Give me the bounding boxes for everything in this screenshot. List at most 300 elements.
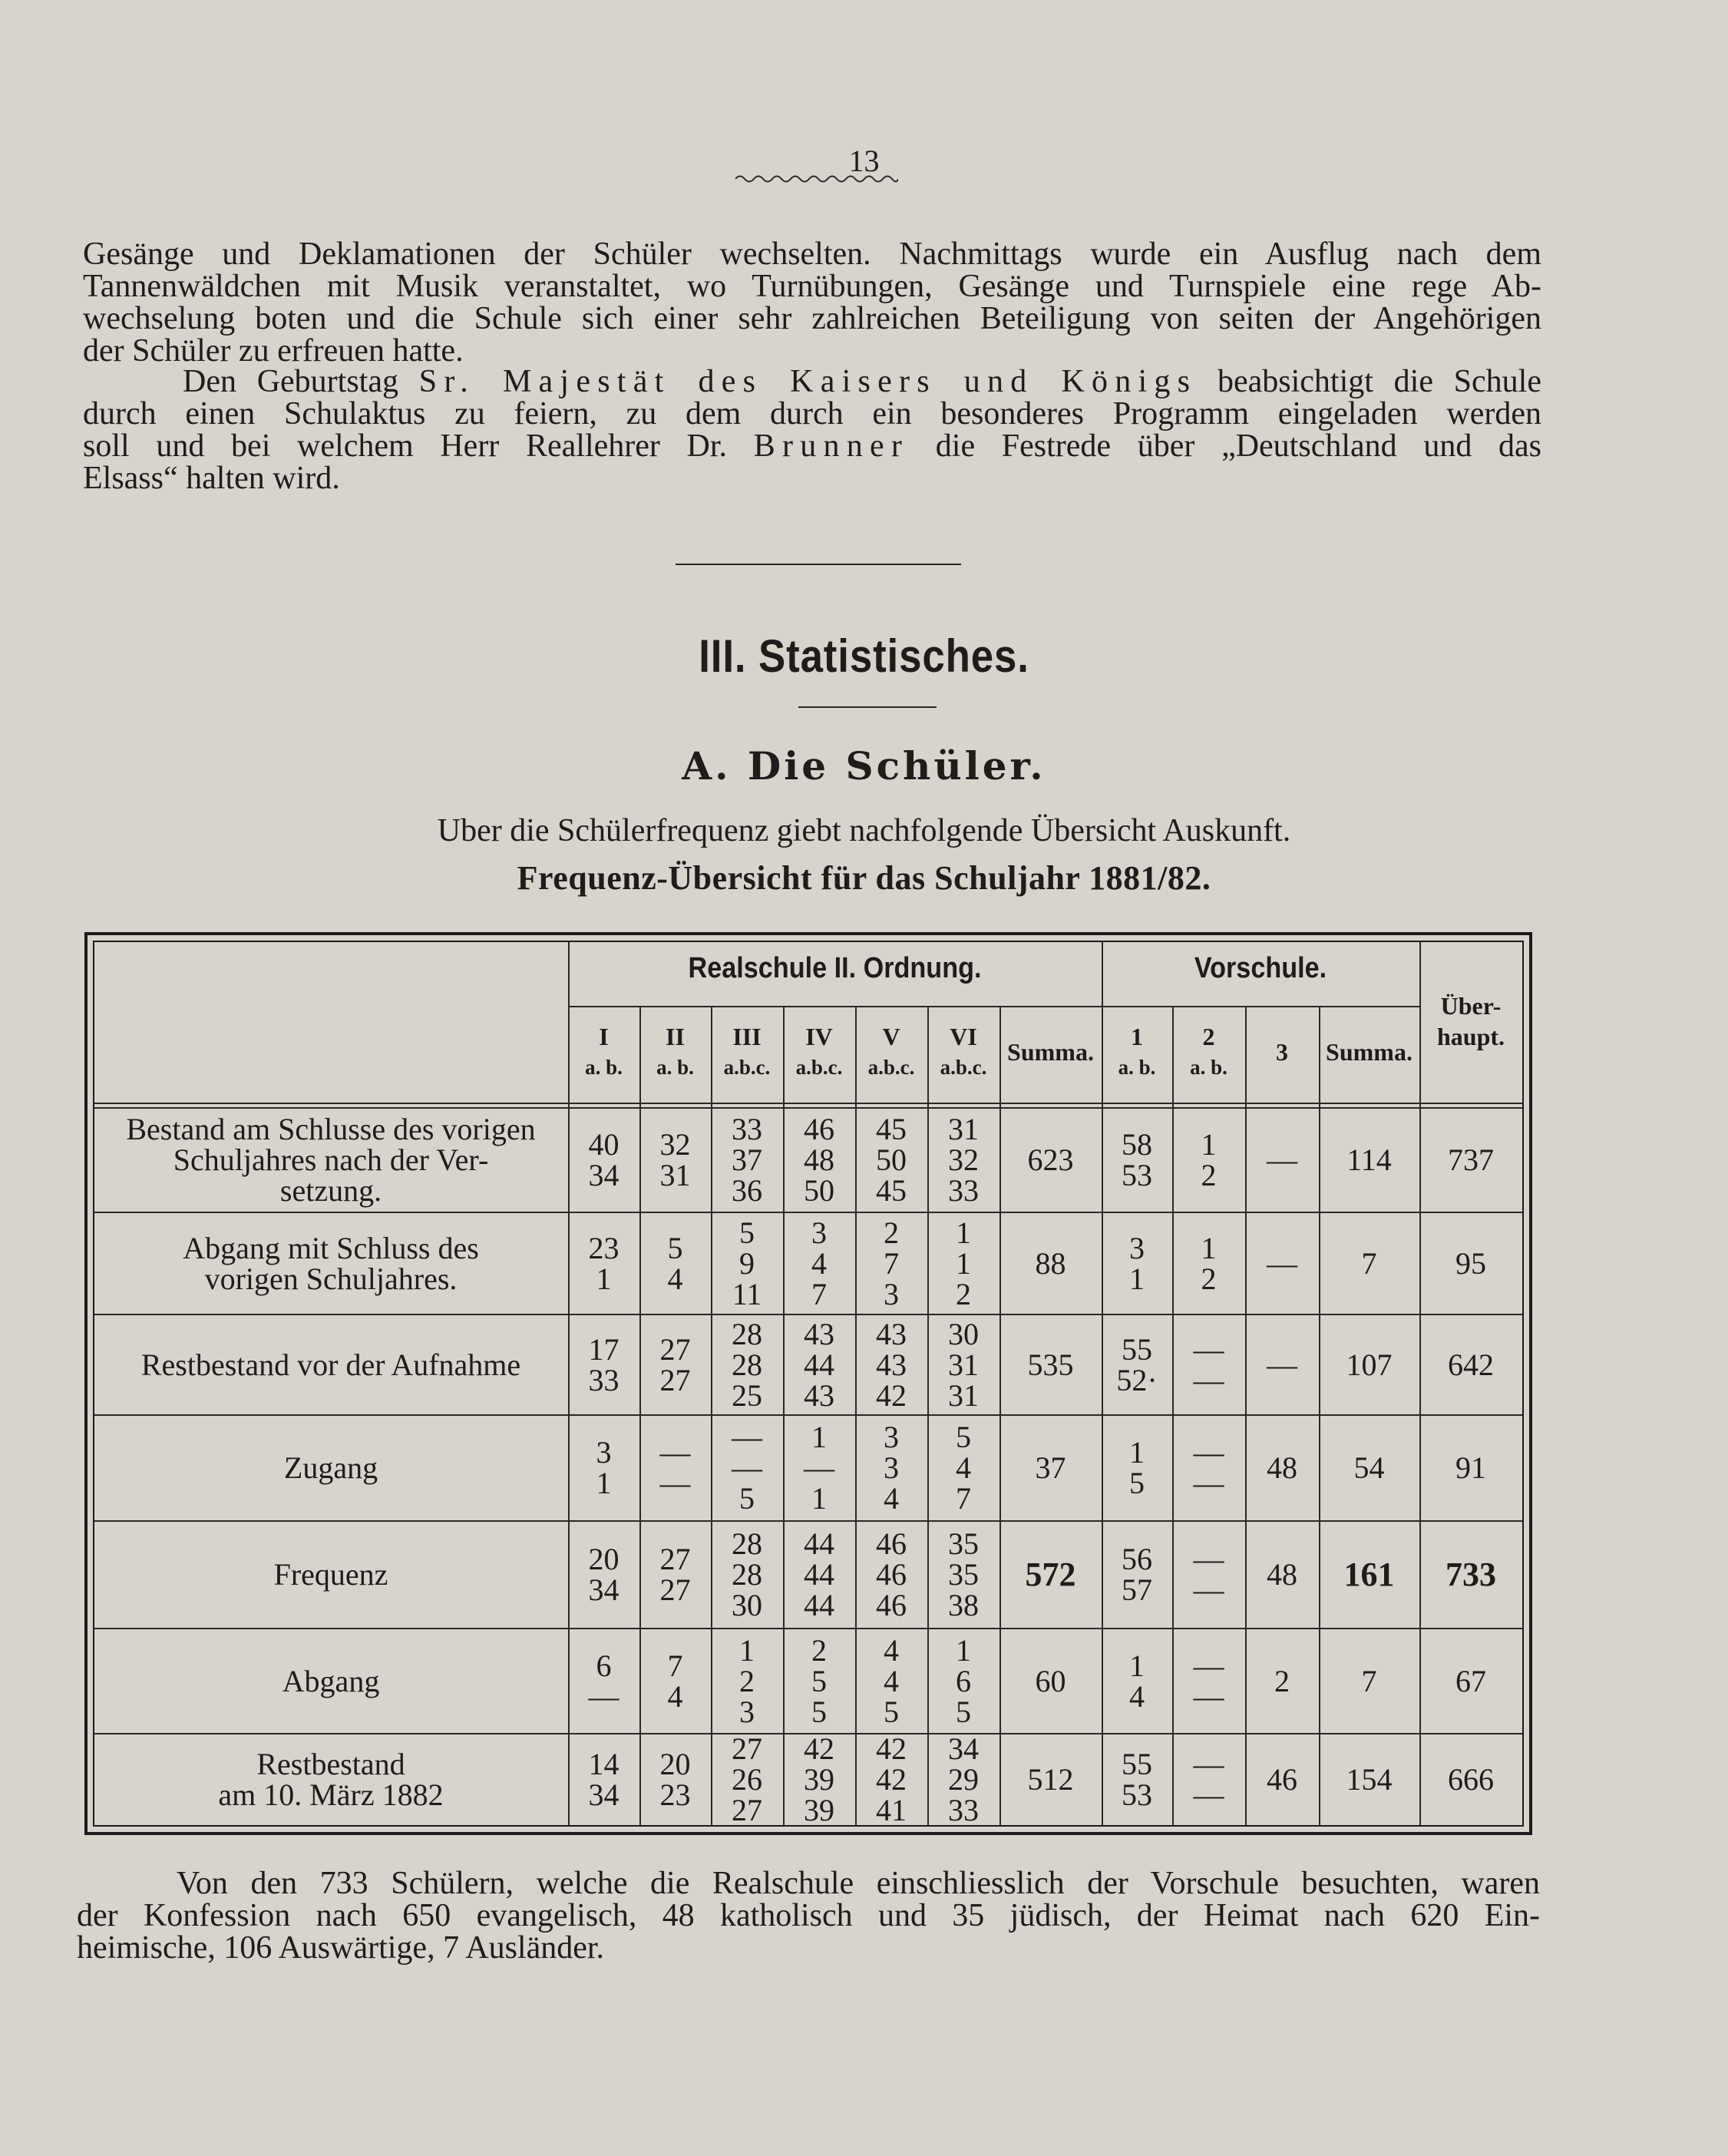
column-header-label: 3 — [1276, 1038, 1288, 1066]
cell-value: 4 — [956, 1450, 971, 1485]
cell-value: 46 — [876, 1588, 907, 1622]
cell-value: 31 — [948, 1112, 979, 1146]
cell-value: 23 — [588, 1230, 620, 1265]
intro-text: Uber die Schülerfrequenz giebt nachfolgende Übersicht Auskunft. — [437, 813, 1291, 848]
cell-value: 28 — [732, 1316, 762, 1351]
table-cell — [927, 1213, 999, 1314]
table-cell — [927, 1731, 999, 1827]
cell-value: 4 — [884, 1663, 899, 1698]
table-cell — [568, 1522, 639, 1628]
cell-value: 20 — [588, 1542, 620, 1576]
cell-value: 48 — [1267, 1557, 1297, 1592]
cell-value: 4 — [667, 1261, 683, 1296]
table-cell — [999, 1522, 1102, 1628]
table-cell — [855, 1109, 927, 1212]
cell-value: 46 — [876, 1557, 907, 1592]
column-header — [1319, 1037, 1419, 1067]
cell-value: 42 — [804, 1731, 834, 1766]
row-label — [96, 1629, 566, 1733]
cell-value: — — [1193, 1678, 1224, 1714]
cell-value: 31 — [948, 1377, 979, 1413]
table-cell — [1419, 1734, 1522, 1825]
cell-value: 53 — [1122, 1777, 1152, 1812]
cell-value: 54 — [1353, 1450, 1385, 1485]
cell-value: 666 — [1448, 1762, 1494, 1797]
cell-value: 58 — [1122, 1127, 1152, 1162]
table-cell — [855, 1315, 927, 1414]
cell-value: — — [1193, 1747, 1224, 1781]
cell-value: 40 — [588, 1127, 620, 1162]
row-label — [96, 1315, 566, 1414]
cell-value: — — [732, 1450, 762, 1485]
table-cell — [568, 1734, 639, 1825]
table-cell — [855, 1731, 927, 1827]
cell-value: 20 — [659, 1747, 691, 1781]
table-cell — [1102, 1416, 1172, 1520]
cell-value: 88 — [1035, 1245, 1066, 1281]
cell-value: 46 — [1267, 1762, 1297, 1797]
cell-value: 1 — [1201, 1127, 1217, 1162]
table-cell — [639, 1315, 711, 1414]
cell-value: 39 — [804, 1793, 834, 1827]
table-cell — [568, 1416, 639, 1520]
cell-value: 737 — [1448, 1142, 1494, 1177]
column-header — [639, 1021, 711, 1083]
cell-value: 37 — [732, 1142, 762, 1177]
divider — [798, 706, 937, 708]
cell-value: — — [1193, 1777, 1224, 1812]
text-line: Den Geburtstag Sr. Majestät des Kaisers und Königs beabsichtigt die Schule — [183, 364, 1541, 399]
cell-value: 43 — [804, 1377, 834, 1413]
table-cell — [783, 1522, 855, 1628]
cell-value: 43 — [804, 1316, 834, 1351]
table-cell — [1172, 1522, 1245, 1628]
cell-value: 2 — [956, 1276, 971, 1311]
cell-value: 5 — [884, 1694, 899, 1729]
cell-value: 32 — [948, 1142, 979, 1177]
row-label-line: Abgang mit Schluss des — [183, 1230, 479, 1265]
table-cell — [639, 1213, 711, 1314]
cell-value: 27 — [659, 1542, 691, 1576]
cell-value: 41 — [876, 1793, 907, 1827]
cell-value: 1 — [1129, 1648, 1145, 1683]
cell-value: 2 — [1201, 1261, 1217, 1296]
row-label-line: Restbestand — [256, 1747, 405, 1781]
row-label-line: Bestand am Schlusse des vorigen — [126, 1112, 536, 1146]
cell-value: 27 — [659, 1572, 691, 1607]
header-rule — [94, 1103, 1522, 1104]
table-cell — [1419, 1109, 1522, 1212]
table-cell — [1319, 1522, 1419, 1628]
table-cell — [1102, 1109, 1172, 1212]
cell-value: — — [1193, 1466, 1224, 1500]
text-line: der Konfession nach 650 evangelisch, 48 katholisch und 35 jüdisch, der Heimat nach 620 Ein- — [77, 1898, 1540, 1933]
text-line: Elsass“ halten wird. — [83, 461, 340, 496]
table-cell — [999, 1213, 1102, 1314]
header-rule — [568, 1006, 1419, 1007]
cell-value: 55 — [1122, 1331, 1152, 1367]
cell-value: 35 — [948, 1557, 979, 1592]
table-cell — [639, 1416, 711, 1520]
cell-value: 7 — [884, 1245, 899, 1281]
cell-value: 50 — [876, 1142, 907, 1177]
cell-value: 32 — [659, 1127, 691, 1162]
cell-value: — — [659, 1435, 691, 1470]
row-label-line: vorigen Schuljahres. — [204, 1261, 458, 1296]
cell-value: 1 — [596, 1261, 612, 1296]
table-cell — [927, 1416, 999, 1520]
table-cell — [1419, 1629, 1522, 1733]
table-cell — [711, 1522, 783, 1628]
cell-value: 38 — [948, 1588, 979, 1622]
table-cell — [1419, 1315, 1522, 1414]
cell-value: 4 — [667, 1678, 683, 1714]
cell-value: 7 — [1361, 1663, 1377, 1698]
table-cell — [1319, 1629, 1419, 1733]
column-header-sublabel: a.b.c. — [795, 1056, 843, 1079]
table-cell — [639, 1109, 711, 1212]
cell-value: 44 — [804, 1526, 834, 1561]
paragraph-summary — [77, 1867, 1540, 1964]
column-header — [711, 1021, 783, 1083]
cell-value: 5 — [811, 1694, 827, 1729]
table-cell — [1245, 1522, 1319, 1628]
cell-value: — — [1193, 1572, 1224, 1607]
column-header-sublabel: a.b.c. — [723, 1056, 771, 1079]
cell-value: 1 — [596, 1466, 612, 1500]
column-header — [1172, 1021, 1245, 1083]
cell-value: 3 — [884, 1276, 899, 1311]
column-header-label: VI — [950, 1023, 977, 1050]
cell-value: 3 — [596, 1435, 612, 1470]
cell-value: 44 — [804, 1557, 834, 1592]
column-header-label: IV — [805, 1023, 833, 1050]
paragraph-festival — [83, 238, 1541, 367]
cell-value: 28 — [732, 1557, 762, 1592]
row-label-line: Abgang — [282, 1663, 380, 1698]
cell-value: 46 — [804, 1112, 834, 1146]
cell-value: 3 — [884, 1420, 899, 1454]
cell-value: 4 — [884, 1481, 899, 1516]
cell-value: 623 — [1027, 1142, 1074, 1177]
text-line: heimische, 106 Auswärtige, 7 Ausländer. — [77, 1930, 605, 1966]
cell-value: 6 — [596, 1648, 612, 1683]
cell-value: 7 — [956, 1481, 971, 1516]
cell-value: 512 — [1027, 1762, 1074, 1797]
cell-value: 1 — [956, 1632, 971, 1668]
subsection-title: A. Die Schüler. — [682, 743, 1046, 789]
table-cell — [1172, 1315, 1245, 1414]
cell-value: 2 — [811, 1632, 827, 1668]
table-cell — [855, 1416, 927, 1520]
cell-value: 50 — [804, 1173, 834, 1208]
row-label-line: setzung. — [279, 1173, 382, 1208]
cell-value: 29 — [948, 1762, 979, 1797]
cell-value: 34 — [588, 1777, 620, 1812]
cell-value: 5 — [739, 1215, 755, 1250]
cell-value: 5 — [739, 1481, 755, 1516]
table-cell — [711, 1416, 783, 1520]
table-cell — [639, 1629, 711, 1733]
cell-value: 5 — [956, 1694, 971, 1729]
table-cell — [1419, 1416, 1522, 1520]
cell-value: 33 — [732, 1112, 762, 1146]
column-header-sublabel: a. b. — [1190, 1056, 1227, 1079]
cell-value: 45 — [876, 1112, 907, 1146]
table-cell — [1245, 1734, 1319, 1825]
text-line: soll und bei welchem Herr Reallehrer Dr. Brunner die Festrede über „Deutschland und das — [83, 428, 1542, 464]
cell-value: 44 — [804, 1588, 834, 1622]
cell-value: 28 — [732, 1526, 762, 1561]
table-cell — [711, 1629, 783, 1733]
table-cell — [999, 1416, 1102, 1520]
column-header-label: III — [732, 1023, 762, 1050]
realschule-group-header: Realschule II. Ordnung. — [688, 952, 982, 984]
table-cell — [927, 1522, 999, 1628]
cell-value: 91 — [1455, 1450, 1486, 1485]
cell-value: 1 — [1129, 1435, 1145, 1470]
cell-value: 11 — [732, 1276, 762, 1311]
cell-value: 26 — [732, 1762, 762, 1797]
table-cell — [711, 1315, 783, 1414]
cell-value: 56 — [1122, 1542, 1152, 1576]
table-cell — [1245, 1213, 1319, 1314]
column-header — [1245, 1037, 1319, 1067]
cell-value: 7 — [811, 1276, 827, 1311]
cell-value: 1 — [956, 1215, 971, 1250]
column-header-sublabel: a. b. — [656, 1056, 694, 1079]
cell-value: — — [1193, 1331, 1224, 1367]
table-cell — [783, 1629, 855, 1733]
column-header — [927, 1021, 999, 1083]
cell-value: 114 — [1346, 1142, 1392, 1177]
cell-value: 31 — [659, 1158, 691, 1192]
table-cell — [1172, 1734, 1245, 1825]
table-cell — [1245, 1416, 1319, 1520]
cell-value: — — [1267, 1142, 1297, 1177]
cell-value: 107 — [1346, 1347, 1393, 1382]
cell-value: 14 — [588, 1747, 620, 1781]
cell-value: 60 — [1035, 1663, 1066, 1698]
cell-value: 5 — [811, 1663, 827, 1698]
column-header-label: 1 — [1131, 1023, 1143, 1050]
table-cell — [855, 1629, 927, 1733]
cell-value: — — [1267, 1245, 1297, 1281]
uberhaupt-header-line: Über- — [1440, 992, 1502, 1020]
row-label-line: Restbestand vor der Aufnahme — [140, 1347, 521, 1382]
column-header-label: I — [599, 1023, 609, 1050]
cell-value: 46 — [876, 1526, 907, 1561]
row-label — [96, 1109, 566, 1212]
cell-value: 39 — [804, 1762, 834, 1797]
table-cell — [639, 1734, 711, 1825]
page-number-ornament — [735, 174, 898, 184]
text-line: der Schüler zu erfreuen hatte. — [83, 333, 464, 369]
column-header — [783, 1021, 855, 1083]
table-cell — [927, 1315, 999, 1414]
cell-value: 1 — [1201, 1230, 1217, 1265]
row-label — [96, 1416, 566, 1520]
cell-value: 2 — [1201, 1158, 1217, 1192]
table-cell — [711, 1213, 783, 1314]
cell-value: — — [588, 1678, 620, 1714]
table-cell — [783, 1213, 855, 1314]
cell-value: 2 — [1274, 1663, 1290, 1698]
cell-value: 9 — [739, 1245, 755, 1281]
row-label-line: Zugang — [283, 1450, 378, 1485]
table-cell — [711, 1731, 783, 1827]
table-cell — [855, 1522, 927, 1628]
cell-value: — — [732, 1420, 762, 1454]
cell-value: 30 — [948, 1316, 979, 1351]
cell-value: 34 — [588, 1158, 620, 1192]
table-cell — [927, 1109, 999, 1212]
table-cell — [568, 1629, 639, 1733]
cell-value: 2 — [884, 1215, 899, 1250]
cell-value: 5 — [956, 1420, 971, 1454]
cell-value: 37 — [1035, 1450, 1066, 1485]
cell-value: 733 — [1446, 1556, 1496, 1593]
table-cell — [999, 1109, 1102, 1212]
cell-value: 30 — [732, 1588, 762, 1622]
cell-value: 28 — [732, 1347, 762, 1382]
column-header-label: Summa. — [1326, 1038, 1412, 1066]
table-cell — [1319, 1734, 1419, 1825]
paragraph-birthday — [83, 365, 1541, 494]
row-label-line: Schuljahres nach der Ver- — [173, 1142, 489, 1177]
cell-value: 7 — [1361, 1245, 1377, 1281]
table-cell — [1319, 1315, 1419, 1414]
cell-value: 25 — [732, 1377, 762, 1413]
cell-value: 5 — [667, 1230, 683, 1265]
column-header-label: 2 — [1202, 1023, 1215, 1050]
cell-value: 45 — [876, 1173, 907, 1208]
row-label-line: am 10. März 1882 — [218, 1777, 444, 1812]
table-cell — [568, 1213, 639, 1314]
table-cell — [1172, 1629, 1245, 1733]
cell-value: 5 — [1129, 1466, 1145, 1500]
table-caption: Frequenz-Übersicht für das Schuljahr 1881/82. — [517, 859, 1211, 897]
table-cell — [639, 1522, 711, 1628]
cell-value: 1 — [956, 1245, 971, 1281]
table-cell — [783, 1109, 855, 1212]
table-cell — [1245, 1315, 1319, 1414]
column-header — [999, 1037, 1102, 1067]
table-cell — [1319, 1213, 1419, 1314]
table-cell — [1245, 1109, 1319, 1212]
cell-value: 34 — [948, 1731, 979, 1766]
table-cell — [568, 1109, 639, 1212]
table-cell — [927, 1629, 999, 1733]
cell-value: 535 — [1027, 1347, 1074, 1382]
cell-value: 36 — [732, 1173, 762, 1208]
cell-value: 6 — [956, 1663, 971, 1698]
cell-value: 7 — [667, 1648, 683, 1683]
column-header — [1102, 1021, 1172, 1083]
cell-value: 53 — [1122, 1158, 1152, 1192]
cell-value: 43 — [876, 1347, 907, 1382]
cell-value: 642 — [1448, 1347, 1494, 1382]
row-label-line: Frequenz — [273, 1557, 388, 1592]
table-cell — [1319, 1416, 1419, 1520]
cell-value: 4 — [1129, 1678, 1145, 1714]
cell-value: 42 — [876, 1731, 907, 1766]
cell-value: 67 — [1455, 1663, 1486, 1698]
cell-value: — — [1193, 1648, 1224, 1683]
cell-value: 43 — [876, 1316, 907, 1351]
cell-value: — — [1193, 1435, 1224, 1470]
table-cell — [1102, 1522, 1172, 1628]
cell-value: 3 — [884, 1450, 899, 1485]
table-cell — [1419, 1522, 1522, 1628]
text-line: wechselung boten und die Schule sich einer sehr zahlreichen Beteiligung von seiten der Angehörigen — [83, 301, 1541, 336]
cell-value: 44 — [804, 1347, 834, 1382]
cell-value: 3 — [1129, 1230, 1145, 1265]
row-label — [96, 1522, 566, 1628]
column-header — [568, 1021, 639, 1083]
cell-value: 2 — [739, 1663, 755, 1698]
table-cell — [1102, 1315, 1172, 1414]
cell-value: 161 — [1343, 1556, 1395, 1593]
cell-value: 1 — [811, 1420, 827, 1454]
table-cell — [1172, 1416, 1245, 1520]
cell-value: 27 — [659, 1362, 691, 1397]
cell-value: 48 — [1267, 1450, 1297, 1485]
table-cell — [1419, 1213, 1522, 1314]
text-line: durch einen Schulaktus zu feiern, zu dem durch ein besonderes Programm eingeladen werden — [83, 396, 1541, 432]
column-header — [855, 1021, 927, 1083]
cell-value: — — [1193, 1542, 1224, 1576]
table-cell — [1245, 1629, 1319, 1733]
text-line: Gesänge und Deklamationen der Schüler wechselten. Nachmittags wurde ein Ausflug nach dem — [83, 236, 1541, 272]
table-cell — [1319, 1109, 1419, 1212]
cell-value: 33 — [588, 1362, 620, 1397]
cell-value: — — [659, 1466, 691, 1500]
cell-value: 57 — [1122, 1572, 1152, 1607]
cell-value: 48 — [804, 1142, 834, 1177]
divider — [676, 564, 961, 565]
cell-value: 3 — [811, 1215, 827, 1250]
cell-value: 1 — [811, 1481, 827, 1516]
table-cell — [999, 1315, 1102, 1414]
table-cell — [1172, 1109, 1245, 1212]
table-cell — [855, 1213, 927, 1314]
column-header-label: Summa. — [1007, 1038, 1094, 1066]
cell-value: 31 — [948, 1347, 979, 1382]
cell-value: 4 — [884, 1632, 899, 1668]
cell-value: 33 — [948, 1793, 979, 1827]
cell-value: 23 — [659, 1777, 691, 1812]
cell-value: 35 — [948, 1526, 979, 1561]
table-cell — [783, 1416, 855, 1520]
section-title: III. Statistisches. — [699, 630, 1029, 682]
uberhaupt-header — [1419, 990, 1522, 1052]
cell-value: 34 — [588, 1572, 620, 1607]
cell-value: — — [804, 1450, 834, 1485]
uberhaupt-header-line: haupt. — [1436, 1023, 1505, 1050]
column-header-sublabel: a.b.c. — [940, 1056, 987, 1079]
cell-value: 1 — [739, 1632, 755, 1668]
column-header-label: II — [666, 1023, 685, 1050]
column-header-sublabel: a. b. — [1118, 1056, 1156, 1079]
cell-value: 42 — [876, 1377, 907, 1413]
table-cell — [1102, 1734, 1172, 1825]
cell-value: — — [1267, 1347, 1297, 1382]
cell-value: — — [1193, 1362, 1224, 1397]
table-cell — [711, 1109, 783, 1212]
cell-value: 55 — [1122, 1747, 1152, 1781]
cell-value: 4 — [811, 1245, 827, 1281]
